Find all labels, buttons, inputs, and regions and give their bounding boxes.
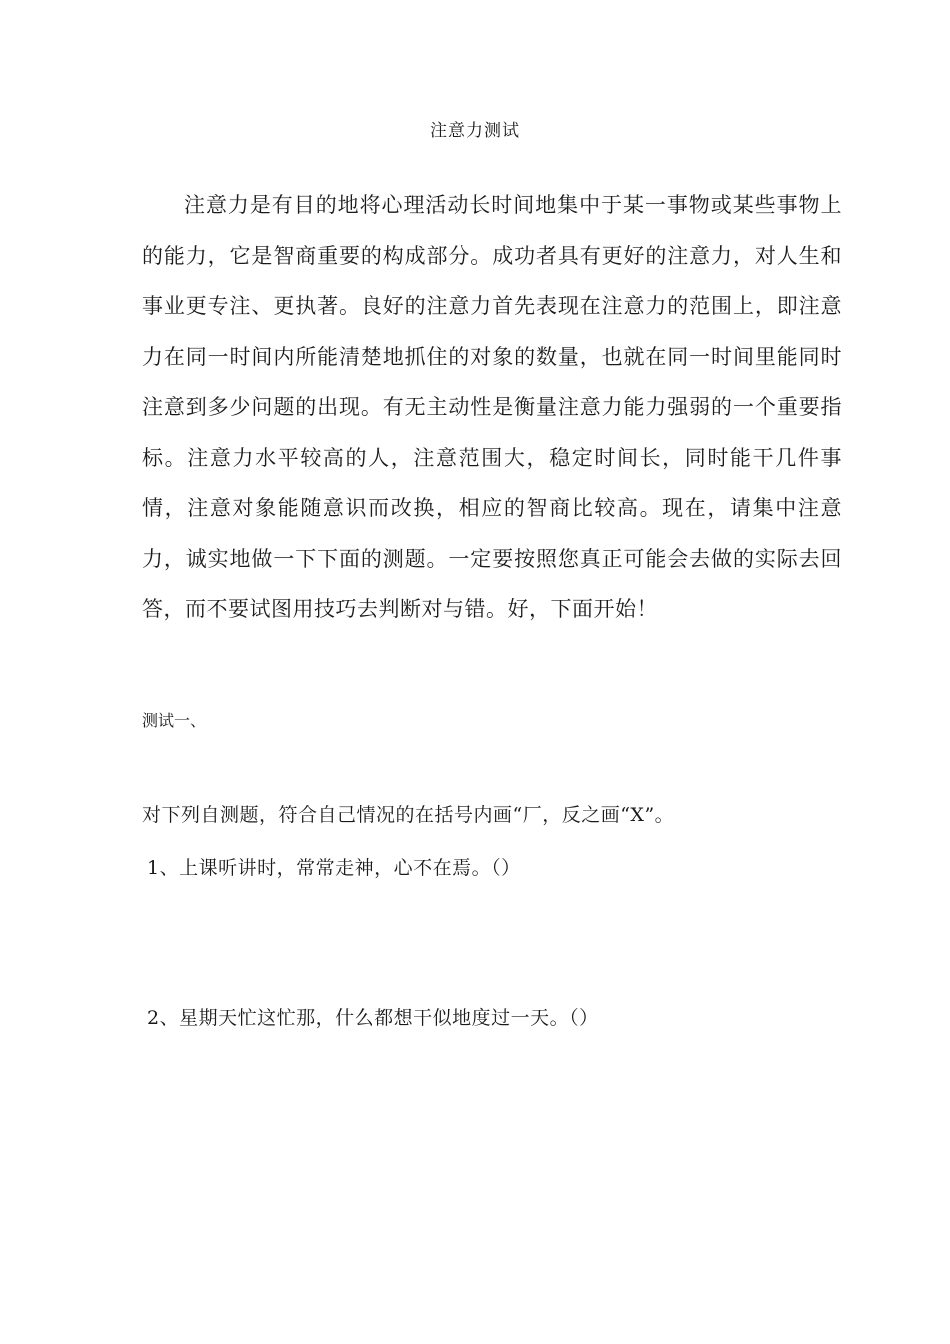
question-item-1: 1、上课听讲时，常常走神，心不在焉。（） bbox=[147, 857, 521, 879]
section-label: 测试一、 bbox=[142, 711, 207, 730]
test-instruction: 对下列自测题，符合自己情况的在括号内画“厂，反之画“X”。 bbox=[142, 804, 675, 826]
question-item-2: 2、星期天忙这忙那，什么都想干似地度过一天。（） bbox=[147, 1007, 599, 1029]
document-title: 注意力测试 bbox=[430, 121, 520, 141]
intro-paragraph: 注意力是有目的地将心理活动长时间地集中于某一事物或某些事物上的能力，它是智商重要的构成部分。成功者具有更好的注意力，对人生和事业更专注、更执著。良好的注意力首先表现在注意力的范围上，即注意力在同一时间内所能清楚地抓住的对象的数量，也就在同一时间里能同时注意到多少问题的出现。有无主动性是衡量注意力能力强弱的一个重要指标。注意力水平较高的人，注意范围大，稳定时间长，同时能干几件事情，注意对象能随意识而改换，相应的智商比较高。现在，请集中注意力，诚实地做一下下面的测题。一定要按照您真正可能会去做的实际去回答，而不要试图用技巧去判断对与错。好，下面开始！ bbox=[142, 193, 842, 621]
